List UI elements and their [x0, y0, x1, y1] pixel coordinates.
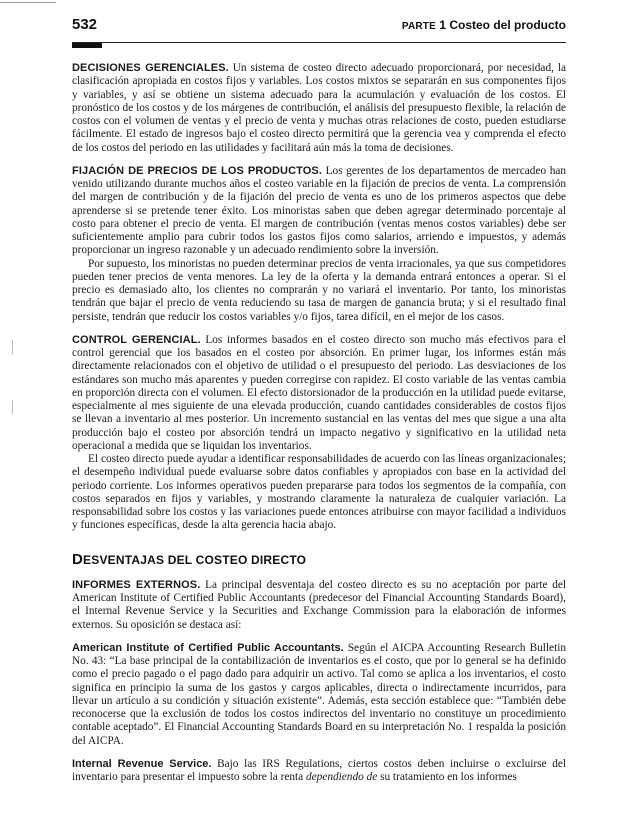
section-heading	[72, 550, 566, 568]
paragraph-informes	[72, 579, 566, 632]
header-block-mark	[72, 43, 102, 48]
paragraph-aicpa	[72, 642, 566, 748]
section-heading-initial: D	[72, 550, 84, 568]
paragraph-control	[72, 334, 566, 453]
top-edge-line	[0, 2, 56, 3]
paragraph-control-cont: El costeo directo puede ayudar a identificar responsabilidades de acuerdo con las líneas organizacionales; el desempeño individual puede evaluarse sobre datos confiables y apropiados con base en la actividad del periodo corriente. Los informes operativos pueden prepararse para todos los segmentos de la compañía, con costos separados en fijos y variables, y mostrando claramente la naturaleza de cualquier variación. La responsabilidad sobre los costos y las variaciones puede entonces atribuirse con mayor facilidad a individuos y funciones específicas, desde la alta gerencia hacia abajo.	[72, 453, 566, 532]
section-heading-rest: ESVENTAJAS DEL COSTEO DIRECTO	[83, 552, 307, 567]
paragraph-text: La principal desventaja del costeo directo es su no aceptación por parte del American Institute of Certified Public Accountants (predecesor del Financial Accounting Standards Board), el Internal Revenue Service y la Securities and Exchange Commission para la elaboración de informes externos. Su oposición se destaca así:	[72, 578, 567, 631]
header-rule	[72, 42, 566, 43]
run-in-heading: Internal Revenue Service.	[72, 757, 212, 770]
run-in-heading: FIJACIÓN DE PRECIOS DE LOS PRODUCTOS.	[72, 164, 323, 177]
page-number: 532	[72, 16, 98, 33]
paragraph-text: Según el AICPA Accounting Research Bulletin No. 43: “La base principal de la contabilización de inventarios es el costo, que por lo general se ha definido como el precio pagado o el pago dado para adquirir un activo. Tal como se aplica a los inventarios, el costo significa en principio la suma de los gastos y cargos aplicables, directa o indirectamente incurridos, para llevar un artículo a su condición y situación existente”. Además, esta sección establece que: “También debe reconocerse que la exclusión de todos los costos indirectos del inventario no constituye un procedimiento contable aceptado”. El Financial Accounting Standards Board en su interpretación No. 1 respalda la posición del AICPA.	[72, 641, 566, 747]
paragraph-text: Los informes basados en el costeo directo son mucho más efectivos para el control gerencial que los basados en el costeo por absorción. En primer lugar, los informes están más directamente relacionados con el objetivo de utilidad o el presupuesto del periodo. Las desviaciones de los estándares son mucho más aparentes y pueden corregirse con rapidez. El costo variable de las ventas cambia en proporción directa con el volumen. El efecto distorsionador de la producción en la utilidad puede evitarse, especialmente al mes siguiente de una elevada producción, cuando cantidades considerables de costos fijos se llevan a inventario al mes posterior. Un incremento sustancial en las ventas del mes que sigue a una alta producción bajo el costeo por absorción tendrá un impacto negativo y significativo en la utilidad neta operacional a medida que se liquidan los inventarios.	[72, 333, 566, 452]
paragraph-fijacion-cont: Por supuesto, los minoristas no pueden determinar precios de venta irracionales, ya que sus competidores pueden tener precios de venta menores. La ley de la oferta y la demanda entrará entonces a operar. Si el precio es demasiado alto, los clientes no comprarán y no variará el inventario. Por tanto, los minoristas tendrán que bajar el precio de venta reduciendo su tasa de margen de ganancia bruta; y si el resultado final persiste, tendrán que reducir los costos variables y/o fijos, tarea difícil, en el mejor de los casos.	[72, 257, 566, 323]
paragraph-text: Un sistema de costeo directo adecuado proporcionará, por necesidad, la clasificación apropiada en costos fijos y variables. Los costos mixtos se separarán en sus componentes fijos y variables, y así se obtiene un sistema adecuado para la acumulación y evaluación de los costos. El pronóstico de los costos y de los márgenes de contribución, el análisis del presupuesto flexible, la relación de costos con el volumen de ventas y el precio de venta y muchas otras relaciones de costo, pueden estudiarse fácilmente. El estado de ingresos bajo el costeo directo permitirá que la gerencia vea y comprenda el efecto de los costos del periodo en las utilidades y facilitará aún más la toma de decisiones.	[72, 62, 566, 154]
run-in-heading: INFORMES EXTERNOS.	[72, 578, 201, 591]
emphasis-text: dependiendo de	[306, 771, 378, 783]
margin-mark	[12, 400, 13, 414]
margin-mark	[12, 340, 13, 354]
paragraph-text: su tratamiento en los informes	[380, 771, 517, 783]
body-text	[72, 62, 566, 784]
run-in-heading: American Institute of Certified Public Accountants.	[72, 641, 344, 654]
paragraph-irs	[72, 758, 566, 785]
paragraph-text: Los gerentes de los departamentos de mercadeo han venido utilizando durante muchos años el costeo variable en la fijación de precios de venta. La comprensión del margen de contribución y de la fijación del precio de venta es uno de los primeros aspectos que debe aprenderse si se pretende tener éxito. Los minoristas saben que deben agregar determinado porcentaje al costo para obtener el precio de venta. El margen de contribución (ventas menos costos variables) debe ser suficientemente amplio para cubrir todos los gastos fijos como salarios, arriendo e impuestos, y además proporcionar un ingreso razonable y un adecuado rendimiento sobre la inversión.	[72, 164, 567, 257]
paragraph-text: Bajo las IRS Regulations, ciertos costos deben incluirse o excluirse del inventario para presentar el impuesto sobre la renta	[72, 757, 566, 783]
running-head	[402, 18, 566, 32]
run-in-heading: DECISIONES GERENCIALES.	[72, 62, 229, 74]
run-in-heading: CONTROL GERENCIAL.	[72, 333, 201, 346]
paragraph-decisiones	[72, 62, 566, 155]
running-head-part: PARTE	[401, 21, 436, 32]
paragraph-fijacion	[72, 165, 566, 258]
running-head-title: 1 Costeo del producto	[439, 18, 566, 32]
